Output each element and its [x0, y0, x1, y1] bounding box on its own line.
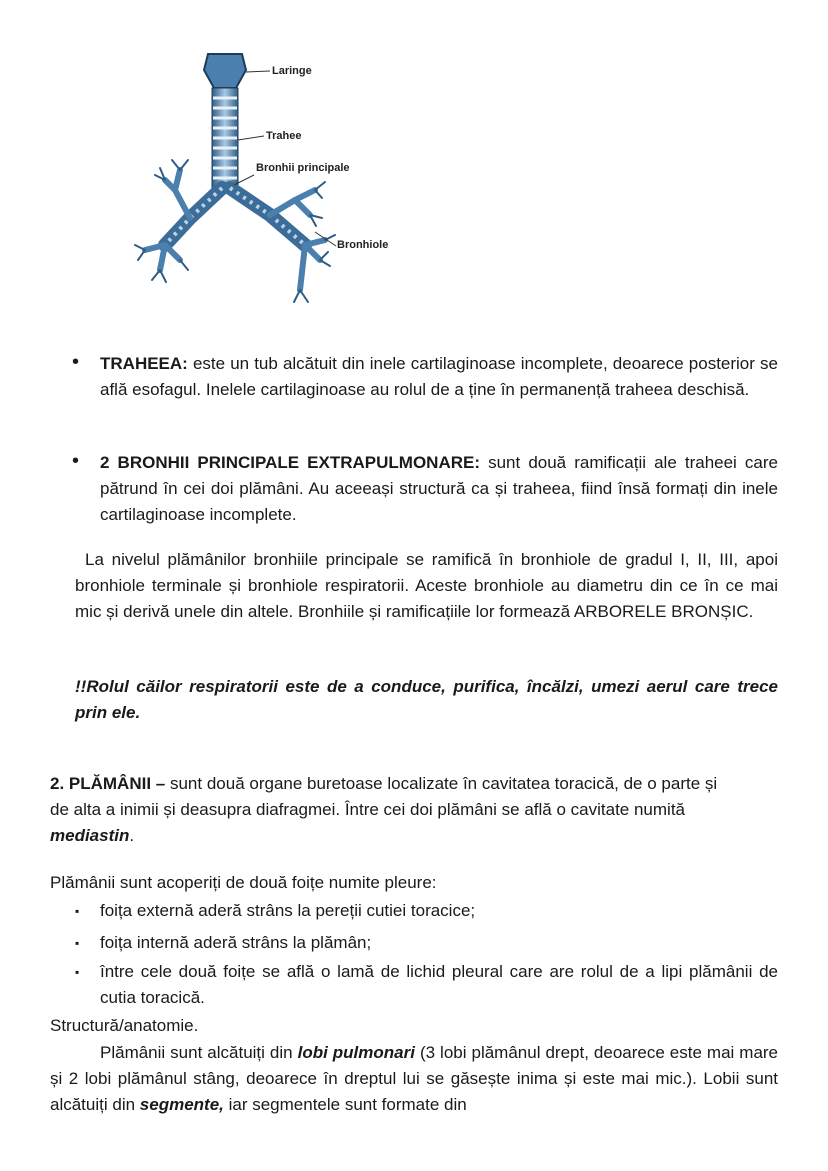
label-larynx: Laringe — [272, 65, 312, 77]
lungs-heading: 2. PLĂMÂNII – — [50, 774, 166, 793]
bronchial-tree-figure — [130, 40, 430, 310]
lungs-paragraph — [50, 771, 730, 849]
lungs-text: sunt două organe buretoase localizate în cavitatea toracică, de o parte și de alta a inimii și deasupra diafragmei. Între cei doi plămâni se află o cavitate numită — [50, 774, 718, 819]
bullet-dot: • — [72, 351, 80, 373]
square-bullet: ▪ — [75, 904, 80, 918]
trachea-title: TRAHEEA: — [100, 354, 188, 373]
structure-heading: Structură/anatomie. — [50, 1016, 199, 1035]
structure-text-3: iar segmentele sunt formate din — [223, 1095, 467, 1114]
bronchial-tree-illustration — [130, 40, 430, 310]
pleura-intro: Plămânii sunt acoperiți de două foițe numite pleure: — [50, 873, 437, 892]
lungs-end: . — [129, 826, 135, 845]
trachea-text: este un tub alcătuit din inele cartilaginoase incomplete, deoarece posterior se află esofagul. Inelele cartilaginoase au rolul de a ține în permanență traheea deschisă. — [100, 354, 778, 399]
bronchi-title: 2 BRONHII PRINCIPALE EXTRAPULMONARE: — [100, 453, 481, 472]
mediastin-term: mediastin — [50, 826, 130, 845]
segments-term: segmente, — [139, 1095, 224, 1114]
pleura-item: foița externă aderă strâns la pereții cutiei toracice; — [100, 901, 476, 920]
bronchial-tree-paragraph: La nivelul plămânilor bronhiile principale se ramifică în bronhiole de gradul I, II, III, apoi bronhiole terminale și bronhiole respiratorii. Aceste bronhiole au diametru din ce în ce mai mic și derivă unele din altele. Bronhiile și ramificațiile lor formează ARBORELE BRONȘIC. — [75, 550, 778, 621]
label-main-bronchi: Bronhii principale — [256, 162, 350, 174]
bronchi-text: sunt două ramificații ale traheei care pătrund în cei doi plămâni. Au aceeași structură ca și traheea, fiind însă formați din inele cartilaginoase incomplete. — [100, 453, 778, 524]
label-bronchioles: Bronhiole — [337, 239, 389, 251]
bullet-dot: • — [72, 450, 80, 472]
respiratory-role-note: !!Rolul căilor respiratorii este de a conduce, purifica, încălzi, umezi aerul care trece prin ele. — [75, 677, 778, 722]
pleura-item: foița internă aderă strâns la plămân; — [100, 933, 372, 952]
structure-text-1: Plămânii sunt alcătuiți din — [100, 1043, 298, 1062]
bullet-main-bronchi — [100, 450, 778, 528]
pleura-item: între cele două foițe se află o lamă de lichid pleural care are rolul de a lipi plămânii de cutia toracică. — [100, 962, 778, 1007]
structure-paragraph — [50, 1040, 778, 1118]
bullet-trachea — [100, 351, 778, 403]
lobes-term: lobi pulmonari — [297, 1043, 415, 1062]
structure-text-2: (3 lobi plămânul drept, deoarece este mai mare și 2 lobi plămânul stâng, deoarece în dreptul lui se găsește inima și este mai mic.). Lobii sunt alcătuiți din — [50, 1043, 779, 1114]
square-bullet: ▪ — [75, 936, 80, 950]
square-bullet: ▪ — [75, 965, 80, 979]
label-trachea: Trahee — [266, 130, 302, 142]
